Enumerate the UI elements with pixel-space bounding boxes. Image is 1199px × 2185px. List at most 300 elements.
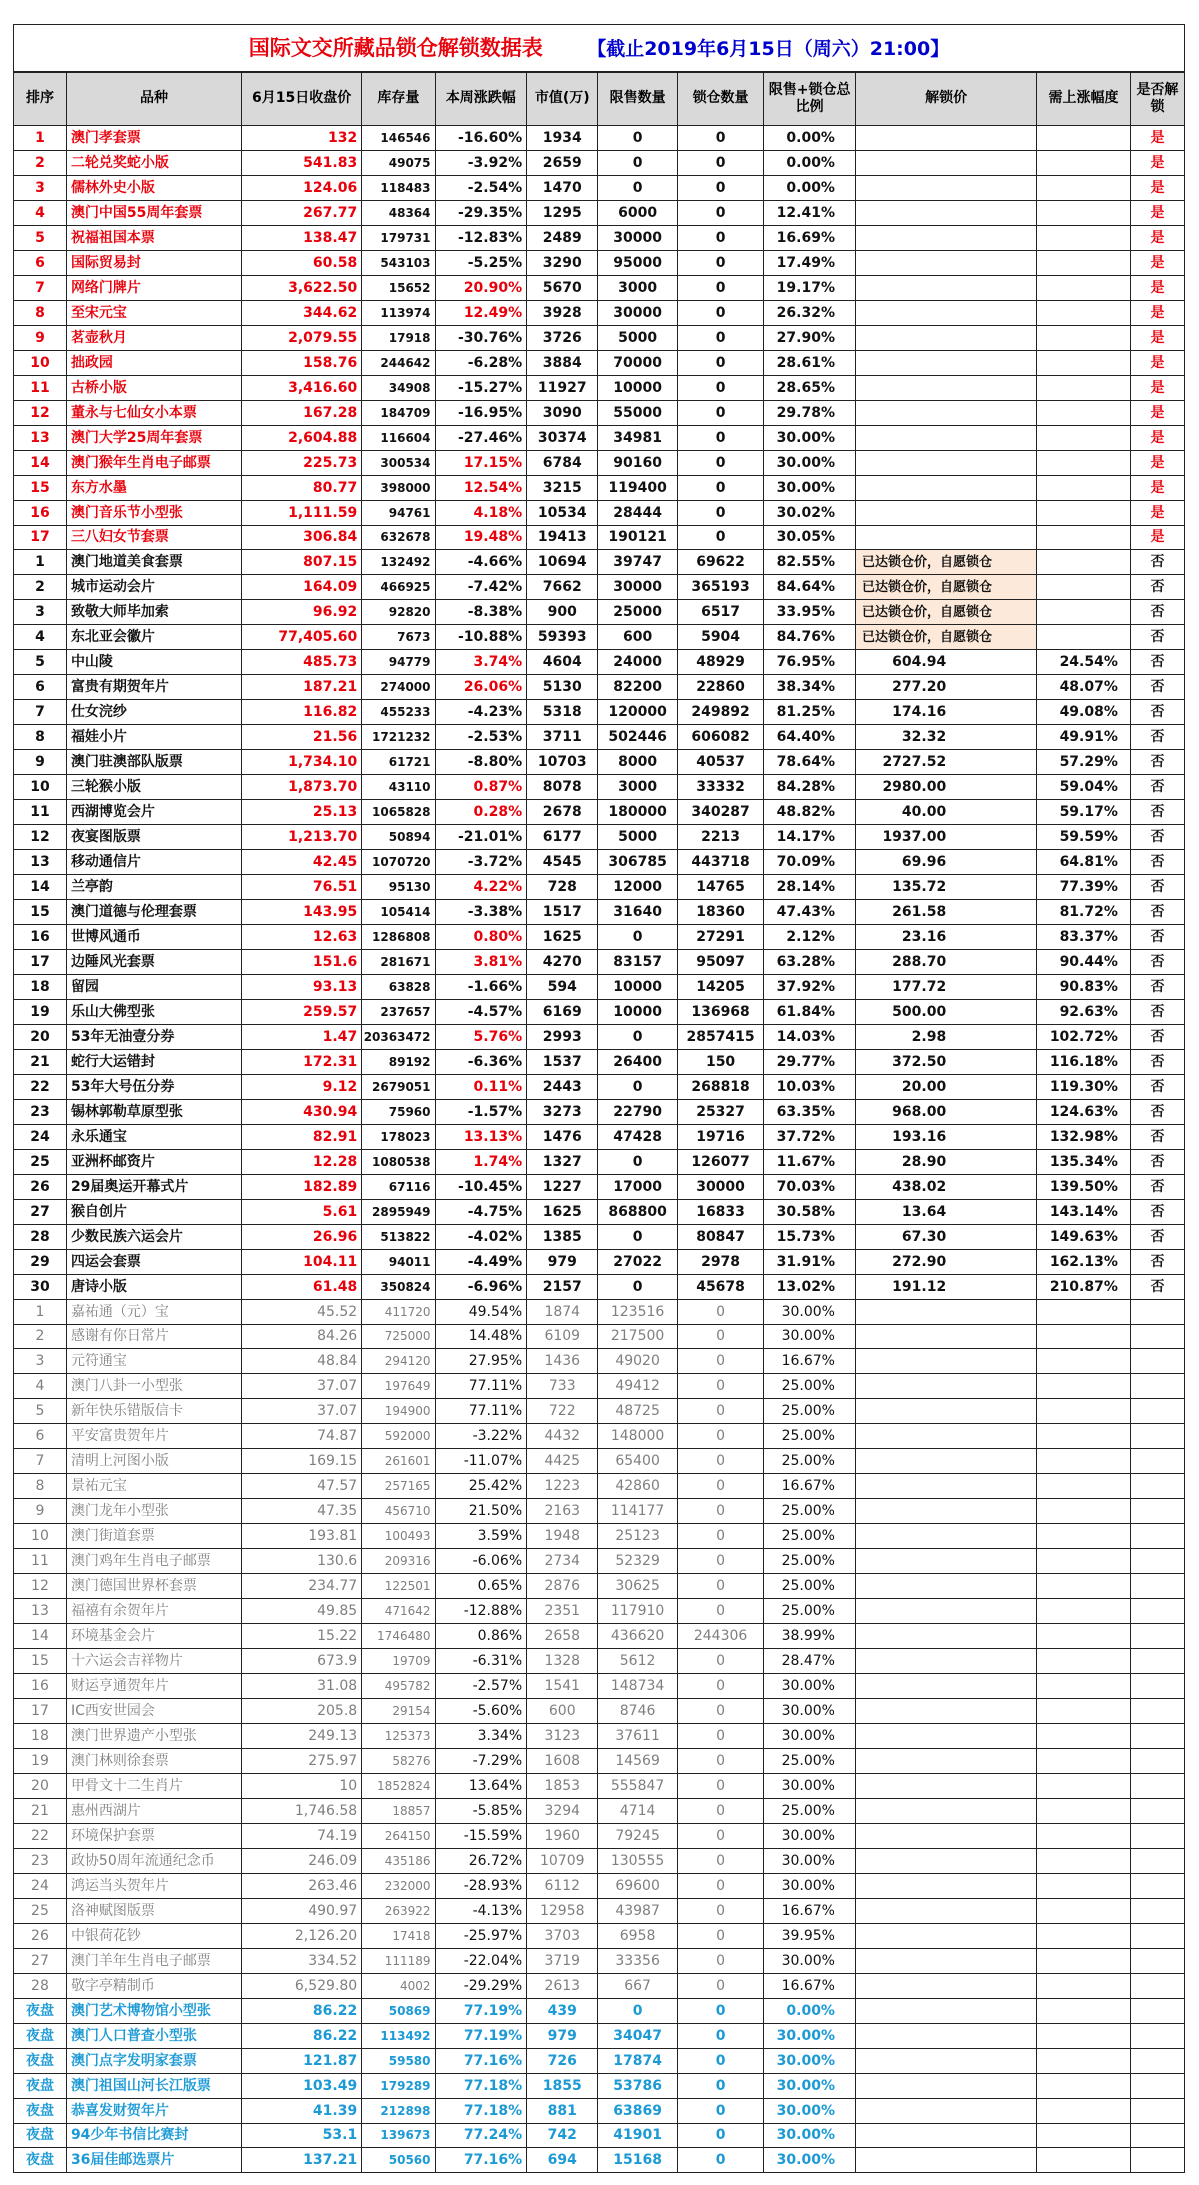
- rank-cell: 6: [14, 250, 67, 275]
- ratio-cell: 28.61%: [764, 350, 856, 375]
- price-cell: 42.45: [242, 850, 362, 875]
- restricted-qty-cell: 6000: [598, 200, 677, 225]
- unlock-price-cell: 1937.00: [855, 825, 1036, 850]
- unlocked-flag-cell: [1130, 1574, 1184, 1599]
- rise-needed-cell: [1037, 275, 1131, 300]
- locked-qty-cell: 0: [677, 1299, 764, 1324]
- table-row: [14, 1149, 1185, 1174]
- change-cell: -6.28%: [435, 350, 527, 375]
- change-cell: 77.16%: [435, 2048, 527, 2073]
- unlocked-flag-cell: 是: [1130, 450, 1184, 475]
- stock-cell: 100493: [362, 1524, 435, 1549]
- name-cell: 甲骨文十二生肖片: [66, 1773, 241, 1798]
- restricted-qty-cell: 55000: [598, 400, 677, 425]
- rank-cell: 3: [14, 1349, 67, 1374]
- unlocked-flag-cell: 否: [1130, 650, 1184, 675]
- change-cell: -15.59%: [435, 1823, 527, 1848]
- rise-needed-cell: [1037, 175, 1131, 200]
- header-unlock-price: 解锁价: [855, 72, 1036, 126]
- rise-needed-cell: [1037, 1549, 1131, 1574]
- price-cell: 103.49: [242, 2073, 362, 2098]
- unlock-price-cell: [855, 1948, 1036, 1973]
- unlocked-flag-cell: 否: [1130, 925, 1184, 950]
- price-cell: 143.95: [242, 900, 362, 925]
- locked-qty-cell: 0: [677, 1524, 764, 1549]
- rise-needed-cell: [1037, 1624, 1131, 1649]
- rank-cell: 2: [14, 1324, 67, 1349]
- rise-needed-cell: [1037, 325, 1131, 350]
- unlocked-flag-cell: [1130, 1324, 1184, 1349]
- unlock-price-cell: [855, 1898, 1036, 1923]
- header-change: 本周涨跌幅: [435, 72, 527, 126]
- stock-cell: 139673: [362, 2123, 435, 2148]
- change-cell: -5.60%: [435, 1699, 527, 1724]
- unlock-price-cell: [855, 200, 1036, 225]
- locked-qty-cell: 80847: [677, 1224, 764, 1249]
- table-row: [14, 400, 1185, 425]
- market-cap-cell: 2876: [527, 1574, 598, 1599]
- price-cell: 234.77: [242, 1574, 362, 1599]
- rank-cell: 27: [14, 1199, 67, 1224]
- market-cap-cell: 722: [527, 1399, 598, 1424]
- restricted-qty-cell: 180000: [598, 800, 677, 825]
- change-cell: 13.13%: [435, 1124, 527, 1149]
- restricted-qty-cell: 69600: [598, 1873, 677, 1898]
- ratio-cell: 30.02%: [764, 500, 856, 525]
- change-cell: 49.54%: [435, 1299, 527, 1324]
- rise-needed-cell: [1037, 1499, 1131, 1524]
- restricted-qty-cell: 26400: [598, 1049, 677, 1074]
- unlock-price-cell: [855, 300, 1036, 325]
- name-cell: 惠州西湖片: [66, 1798, 241, 1823]
- rank-cell: 22: [14, 1823, 67, 1848]
- ratio-cell: 29.78%: [764, 400, 856, 425]
- stock-cell: 15652: [362, 275, 435, 300]
- unlock-price-cell: [855, 275, 1036, 300]
- name-cell: 澳门龙年小型张: [66, 1499, 241, 1524]
- market-cap-cell: 1436: [527, 1349, 598, 1374]
- unlocked-flag-cell: [1130, 1474, 1184, 1499]
- unlocked-flag-cell: 否: [1130, 850, 1184, 875]
- change-cell: -6.06%: [435, 1549, 527, 1574]
- stock-cell: 48364: [362, 200, 435, 225]
- rank-cell: 28: [14, 1973, 67, 1998]
- stock-cell: 466925: [362, 575, 435, 600]
- rank-cell: 17: [14, 1699, 67, 1724]
- market-cap-cell: 2659: [527, 150, 598, 175]
- table-row: [14, 200, 1185, 225]
- locked-qty-cell: 14765: [677, 875, 764, 900]
- price-cell: 2,604.88: [242, 425, 362, 450]
- restricted-qty-cell: 217500: [598, 1324, 677, 1349]
- unlocked-flag-cell: 否: [1130, 750, 1184, 775]
- unlocked-flag-cell: 是: [1130, 250, 1184, 275]
- rank-cell: 22: [14, 1074, 67, 1099]
- restricted-qty-cell: 34047: [598, 2023, 677, 2048]
- unlocked-flag-cell: [1130, 1399, 1184, 1424]
- name-cell: 蛇行大运错封: [66, 1049, 241, 1074]
- locked-qty-cell: 40537: [677, 750, 764, 775]
- unlock-price-cell: [855, 1998, 1036, 2023]
- name-cell: 网络门牌片: [66, 275, 241, 300]
- unlock-price-cell: [855, 2123, 1036, 2148]
- locked-qty-cell: 0: [677, 225, 764, 250]
- rise-needed-cell: [1037, 500, 1131, 525]
- restricted-qty-cell: 43987: [598, 1898, 677, 1923]
- table-row: [14, 1549, 1185, 1574]
- table-row: [14, 850, 1185, 875]
- table-row: [14, 825, 1185, 850]
- price-cell: 205.8: [242, 1699, 362, 1724]
- locked-qty-cell: 0: [677, 525, 764, 550]
- rise-needed-cell: [1037, 1948, 1131, 1973]
- ratio-cell: 13.02%: [764, 1274, 856, 1299]
- locked-qty-cell: 0: [677, 275, 764, 300]
- unlock-price-cell: 500.00: [855, 999, 1036, 1024]
- table-row: [14, 2098, 1185, 2123]
- unlocked-flag-cell: [1130, 2073, 1184, 2098]
- price-cell: 124.06: [242, 175, 362, 200]
- stock-cell: 132492: [362, 550, 435, 575]
- price-cell: 1,213.70: [242, 825, 362, 850]
- change-cell: -7.42%: [435, 575, 527, 600]
- price-cell: 6,529.80: [242, 1973, 362, 1998]
- restricted-qty-cell: 14569: [598, 1748, 677, 1773]
- rank-cell: 10: [14, 350, 67, 375]
- locked-qty-cell: 0: [677, 1998, 764, 2023]
- stock-cell: 543103: [362, 250, 435, 275]
- restricted-qty-cell: 17874: [598, 2048, 677, 2073]
- restricted-qty-cell: 123516: [598, 1299, 677, 1324]
- unlock-price-cell: 2980.00: [855, 775, 1036, 800]
- change-cell: -27.46%: [435, 425, 527, 450]
- price-cell: 249.13: [242, 1724, 362, 1749]
- restricted-qty-cell: 130555: [598, 1848, 677, 1873]
- rise-needed-cell: [1037, 200, 1131, 225]
- unlock-price-cell: [855, 225, 1036, 250]
- ratio-cell: 38.99%: [764, 1624, 856, 1649]
- rise-needed-cell: 210.87%: [1037, 1274, 1131, 1299]
- restricted-qty-cell: 3000: [598, 275, 677, 300]
- rise-needed-cell: [1037, 1724, 1131, 1749]
- market-cap-cell: 1328: [527, 1649, 598, 1674]
- price-cell: 45.52: [242, 1299, 362, 1324]
- unlock-price-cell: [855, 1549, 1036, 1574]
- market-cap-cell: 900: [527, 600, 598, 625]
- ratio-cell: 39.95%: [764, 1923, 856, 1948]
- locked-qty-cell: 0: [677, 1324, 764, 1349]
- price-cell: 21.56: [242, 725, 362, 750]
- ratio-cell: 30.00%: [764, 2098, 856, 2123]
- unlocked-flag-cell: 否: [1130, 1099, 1184, 1124]
- unlock-price-cell: 968.00: [855, 1099, 1036, 1124]
- change-cell: 14.48%: [435, 1324, 527, 1349]
- stock-cell: 300534: [362, 450, 435, 475]
- stock-cell: 294120: [362, 1349, 435, 1374]
- price-cell: 3,622.50: [242, 275, 362, 300]
- stock-cell: 471642: [362, 1599, 435, 1624]
- name-cell: 东北亚会徽片: [66, 625, 241, 650]
- unlock-price-cell: 174.16: [855, 700, 1036, 725]
- market-cap-cell: 881: [527, 2098, 598, 2123]
- ratio-cell: 38.34%: [764, 675, 856, 700]
- unlocked-flag-cell: [1130, 1424, 1184, 1449]
- rank-cell: 19: [14, 1748, 67, 1773]
- stock-cell: 2895949: [362, 1199, 435, 1224]
- rank-cell: 1: [14, 1299, 67, 1324]
- change-cell: -16.95%: [435, 400, 527, 425]
- rank-cell: 1: [14, 126, 67, 151]
- locked-qty-cell: 150: [677, 1049, 764, 1074]
- unlocked-flag-cell: [1130, 1898, 1184, 1923]
- change-cell: 17.15%: [435, 450, 527, 475]
- name-cell: 世博风通币: [66, 925, 241, 950]
- unlocked-flag-cell: 否: [1130, 1024, 1184, 1049]
- name-cell: 澳门音乐节小型张: [66, 500, 241, 525]
- stock-cell: 89192: [362, 1049, 435, 1074]
- rise-needed-cell: 143.14%: [1037, 1199, 1131, 1224]
- rank-cell: 26: [14, 1923, 67, 1948]
- stock-cell: 1286808: [362, 925, 435, 950]
- table-row: [14, 1699, 1185, 1724]
- rank-cell: 夜盘: [14, 2048, 67, 2073]
- locked-qty-cell: 0: [677, 1674, 764, 1699]
- name-cell: 富贵有期贺年片: [66, 675, 241, 700]
- rank-cell: 20: [14, 1773, 67, 1798]
- restricted-qty-cell: 5000: [598, 325, 677, 350]
- rank-cell: 7: [14, 1449, 67, 1474]
- rank-cell: 夜盘: [14, 2023, 67, 2048]
- change-cell: -5.25%: [435, 250, 527, 275]
- rise-needed-cell: [1037, 2098, 1131, 2123]
- name-cell: 夜宴图版票: [66, 825, 241, 850]
- rank-cell: 4: [14, 1374, 67, 1399]
- title-row: [14, 25, 1185, 73]
- name-cell: 澳门德国世界杯套票: [66, 1574, 241, 1599]
- restricted-qty-cell: 95000: [598, 250, 677, 275]
- locked-qty-cell: 16833: [677, 1199, 764, 1224]
- rank-cell: 12: [14, 400, 67, 425]
- table-row: [14, 2123, 1185, 2148]
- unlock-price-cell: [855, 525, 1036, 550]
- price-cell: 47.35: [242, 1499, 362, 1524]
- table-row: [14, 1349, 1185, 1374]
- unlock-price-cell: [855, 250, 1036, 275]
- ratio-cell: 14.17%: [764, 825, 856, 850]
- rise-needed-cell: 83.37%: [1037, 925, 1131, 950]
- price-cell: 267.77: [242, 200, 362, 225]
- unlock-price-cell: [855, 1424, 1036, 1449]
- unlocked-flag-cell: 是: [1130, 200, 1184, 225]
- locked-qty-cell: 0: [677, 175, 764, 200]
- locked-qty-cell: 0: [677, 1424, 764, 1449]
- locked-qty-cell: 0: [677, 1599, 764, 1624]
- change-cell: -10.88%: [435, 625, 527, 650]
- unlocked-flag-cell: [1130, 2098, 1184, 2123]
- name-cell: 鸿运当头贺年片: [66, 1873, 241, 1898]
- ratio-cell: 25.00%: [764, 1549, 856, 1574]
- rise-needed-cell: 81.72%: [1037, 900, 1131, 925]
- change-cell: -25.97%: [435, 1923, 527, 1948]
- locked-qty-cell: 0: [677, 425, 764, 450]
- locked-qty-cell: 443718: [677, 850, 764, 875]
- table-row: [14, 1724, 1185, 1749]
- stock-cell: 263922: [362, 1898, 435, 1923]
- name-cell: 三轮猴小版: [66, 775, 241, 800]
- unlocked-flag-cell: [1130, 1724, 1184, 1749]
- rank-cell: 15: [14, 900, 67, 925]
- table-row: [14, 1174, 1185, 1199]
- locked-qty-cell: 0: [677, 1449, 764, 1474]
- locked-qty-cell: 0: [677, 150, 764, 175]
- name-cell: 二轮兑奖蛇小版: [66, 150, 241, 175]
- locked-qty-cell: 365193: [677, 575, 764, 600]
- change-cell: -1.66%: [435, 974, 527, 999]
- locked-qty-cell: 14205: [677, 974, 764, 999]
- unlock-note-cell: 已达锁仓价，自愿锁仓: [855, 575, 1036, 600]
- unlocked-flag-cell: [1130, 1299, 1184, 1324]
- ratio-cell: 30.00%: [764, 1823, 856, 1848]
- stock-cell: 94779: [362, 650, 435, 675]
- restricted-qty-cell: 10000: [598, 999, 677, 1024]
- stock-cell: 49075: [362, 150, 435, 175]
- stock-cell: 63828: [362, 974, 435, 999]
- ratio-cell: 37.72%: [764, 1124, 856, 1149]
- locked-qty-cell: 0: [677, 1349, 764, 1374]
- table-row: [14, 1524, 1185, 1549]
- unlocked-flag-cell: 否: [1130, 1174, 1184, 1199]
- locked-qty-cell: 5904: [677, 625, 764, 650]
- stock-cell: 184709: [362, 400, 435, 425]
- price-cell: 485.73: [242, 650, 362, 675]
- table-row: [14, 1624, 1185, 1649]
- price-cell: 132: [242, 126, 362, 151]
- stock-cell: 435186: [362, 1848, 435, 1873]
- unlock-price-cell: 40.00: [855, 800, 1036, 825]
- locked-qty-cell: 30000: [677, 1174, 764, 1199]
- market-cap-cell: 3928: [527, 300, 598, 325]
- ratio-cell: 30.00%: [764, 2073, 856, 2098]
- rise-needed-cell: [1037, 525, 1131, 550]
- price-cell: 344.62: [242, 300, 362, 325]
- stock-cell: 67116: [362, 1174, 435, 1199]
- locked-qty-cell: 2213: [677, 825, 764, 850]
- table-row: [14, 575, 1185, 600]
- rise-needed-cell: [1037, 1923, 1131, 1948]
- table-row: [14, 1923, 1185, 1948]
- unlock-price-cell: [855, 425, 1036, 450]
- ratio-cell: 30.00%: [764, 1324, 856, 1349]
- rise-needed-cell: 102.72%: [1037, 1024, 1131, 1049]
- stock-cell: 43110: [362, 775, 435, 800]
- unlock-price-cell: [855, 1773, 1036, 1798]
- restricted-qty-cell: 0: [598, 1274, 677, 1299]
- name-cell: 澳门地道美食套票: [66, 550, 241, 575]
- restricted-qty-cell: 120000: [598, 700, 677, 725]
- ratio-cell: 16.67%: [764, 1349, 856, 1374]
- ratio-cell: 30.00%: [764, 2048, 856, 2073]
- unlocked-flag-cell: [1130, 1599, 1184, 1624]
- rank-cell: 夜盘: [14, 2098, 67, 2123]
- ratio-cell: 30.58%: [764, 1199, 856, 1224]
- name-cell: 乐山大佛型张: [66, 999, 241, 1024]
- stock-cell: 92820: [362, 600, 435, 625]
- name-cell: 永乐通宝: [66, 1124, 241, 1149]
- rank-cell: 7: [14, 275, 67, 300]
- table-body: [14, 126, 1185, 2173]
- name-cell: 澳门街道套票: [66, 1524, 241, 1549]
- rank-cell: 16: [14, 500, 67, 525]
- restricted-qty-cell: 148000: [598, 1424, 677, 1449]
- name-cell: 澳门孝套票: [66, 126, 241, 151]
- restricted-qty-cell: 37611: [598, 1724, 677, 1749]
- locked-qty-cell: 0: [677, 2148, 764, 2173]
- name-cell: 嘉祐通（元）宝: [66, 1299, 241, 1324]
- name-cell: 澳门大学25周年套票: [66, 425, 241, 450]
- rise-needed-cell: [1037, 1574, 1131, 1599]
- market-cap-cell: 742: [527, 2123, 598, 2148]
- rise-needed-cell: [1037, 1599, 1131, 1624]
- rise-needed-cell: [1037, 1773, 1131, 1798]
- table-row: [14, 1499, 1185, 1524]
- ratio-cell: 48.82%: [764, 800, 856, 825]
- name-cell: 锡林郭勒草原型张: [66, 1099, 241, 1124]
- market-cap-cell: 1227: [527, 1174, 598, 1199]
- table-row: [14, 1074, 1185, 1099]
- stock-cell: 95130: [362, 875, 435, 900]
- restricted-qty-cell: 82200: [598, 675, 677, 700]
- restricted-qty-cell: 0: [598, 150, 677, 175]
- stock-cell: 118483: [362, 175, 435, 200]
- table-row: [14, 1299, 1185, 1324]
- name-cell: 平安富贵贺年片: [66, 1424, 241, 1449]
- name-cell: 三八妇女节套票: [66, 525, 241, 550]
- name-cell: 兰亭韵: [66, 875, 241, 900]
- rank-cell: 夜盘: [14, 1998, 67, 2023]
- locked-qty-cell: 0: [677, 1848, 764, 1873]
- unlocked-flag-cell: 是: [1130, 150, 1184, 175]
- rank-cell: 3: [14, 175, 67, 200]
- unlock-price-cell: 20.00: [855, 1074, 1036, 1099]
- name-cell: 环境基金会片: [66, 1624, 241, 1649]
- price-cell: 1.47: [242, 1024, 362, 1049]
- rise-needed-cell: [1037, 1674, 1131, 1699]
- name-cell: 城市运动会片: [66, 575, 241, 600]
- price-cell: 15.22: [242, 1624, 362, 1649]
- price-cell: 187.21: [242, 675, 362, 700]
- unlock-note-cell: 已达锁仓价，自愿锁仓: [855, 600, 1036, 625]
- market-cap-cell: 3703: [527, 1923, 598, 1948]
- restricted-qty-cell: 5000: [598, 825, 677, 850]
- restricted-qty-cell: 49412: [598, 1374, 677, 1399]
- market-cap-cell: 1853: [527, 1773, 598, 1798]
- rise-needed-cell: [1037, 126, 1131, 151]
- rank-cell: 15: [14, 1649, 67, 1674]
- table-row: [14, 1399, 1185, 1424]
- locked-qty-cell: 95097: [677, 949, 764, 974]
- rank-cell: 12: [14, 1574, 67, 1599]
- table-row: [14, 1474, 1185, 1499]
- rise-needed-cell: [1037, 600, 1131, 625]
- table-row: [14, 1973, 1185, 1998]
- restricted-qty-cell: 555847: [598, 1773, 677, 1798]
- market-cap-cell: 5318: [527, 700, 598, 725]
- locked-qty-cell: 0: [677, 1798, 764, 1823]
- locked-qty-cell: 0: [677, 1898, 764, 1923]
- name-cell: 澳门祖国山河长江版票: [66, 2073, 241, 2098]
- locked-qty-cell: 27291: [677, 925, 764, 950]
- table-row: [14, 1773, 1185, 1798]
